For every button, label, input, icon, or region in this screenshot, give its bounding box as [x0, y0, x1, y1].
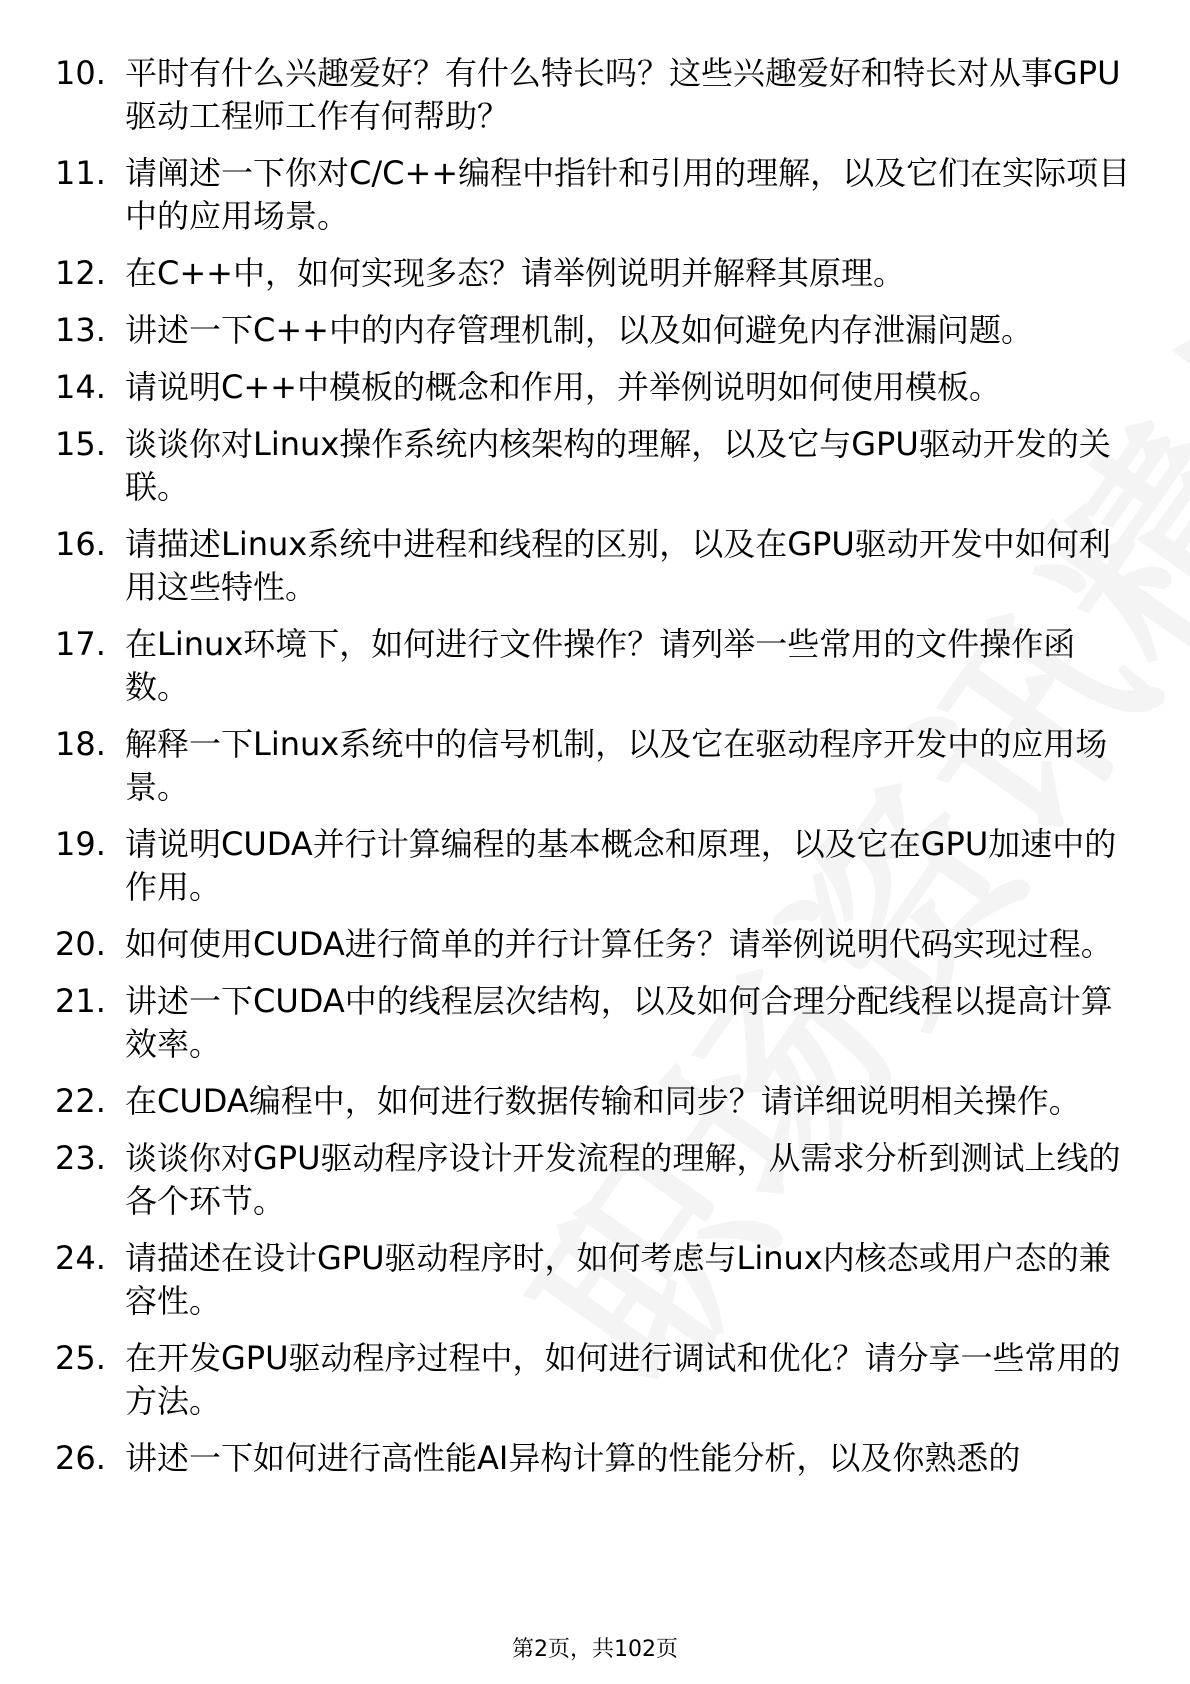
question-number: 26.: [55, 1439, 106, 1477]
question-number: 18.: [55, 725, 106, 763]
question-item: [55, 152, 1135, 238]
question-item: [55, 309, 1135, 352]
question-text: 在C++中，如何实现多态？请举例说明并解释其原理。: [125, 254, 905, 292]
question-item: [55, 52, 1135, 138]
question-number: 20.: [55, 925, 106, 963]
question-number: 11.: [55, 154, 106, 192]
question-number: 25.: [55, 1339, 106, 1377]
question-number: 10.: [55, 54, 106, 92]
question-number: 23.: [55, 1139, 106, 1177]
question-number: 12.: [55, 254, 106, 292]
question-item: [55, 1237, 1135, 1323]
question-item: [55, 252, 1135, 295]
question-item: [55, 1337, 1135, 1423]
page-footer: [0, 1636, 1190, 1664]
question-item: [55, 523, 1135, 609]
question-text: 请描述在设计GPU驱动程序时，如何考虑与Linux内核态或用户态的兼容性。: [125, 1239, 1111, 1320]
question-text: 讲述一下如何进行高性能AI异构计算的性能分析，以及你熟悉的: [125, 1439, 1021, 1477]
question-number: 19.: [55, 825, 106, 863]
question-text: 解释一下Linux系统中的信号机制，以及它在驱动程序开发中的应用场景。: [125, 725, 1108, 806]
question-text: 请阐述一下你对C/C++编程中指针和引用的理解，以及它们在实际项目中的应用场景。: [125, 154, 1131, 235]
question-item: [55, 823, 1135, 909]
question-item: [55, 980, 1135, 1066]
question-item: [55, 623, 1135, 709]
question-item: [55, 1137, 1135, 1223]
question-text: 如何使用CUDA进行简单的并行计算任务？请举例说明代码实现过程。: [125, 925, 1113, 963]
question-number: 13.: [55, 311, 106, 349]
question-item: [55, 723, 1135, 809]
question-text: 谈谈你对Linux操作系统内核架构的理解，以及它与GPU驱动开发的关联。: [125, 425, 1111, 506]
question-text: 请说明C++中模板的概念和作用，并举例说明如何使用模板。: [125, 368, 1001, 406]
question-number: 16.: [55, 525, 106, 563]
question-text: 在Linux环境下，如何进行文件操作？请列举一些常用的文件操作函数。: [125, 625, 1076, 706]
question-number: 17.: [55, 625, 106, 663]
page-number: 第2页，共102页: [512, 1637, 678, 1662]
question-item: [55, 923, 1135, 966]
question-text: 请说明CUDA并行计算编程的基本概念和原理，以及它在GPU加速中的作用。: [125, 825, 1117, 906]
question-number: 14.: [55, 368, 106, 406]
question-number: 24.: [55, 1239, 106, 1277]
question-item: [55, 1437, 1135, 1480]
question-number: 22.: [55, 1082, 106, 1120]
question-list: [55, 52, 1135, 1494]
question-item: [55, 366, 1135, 409]
question-text: 谈谈你对GPU驱动程序设计开发流程的理解，从需求分析到测试上线的各个环节。: [125, 1139, 1121, 1220]
question-number: 15.: [55, 425, 106, 463]
question-item: [55, 1080, 1135, 1123]
question-text: 讲述一下CUDA中的线程层次结构，以及如何合理分配线程以提高计算效率。: [125, 982, 1113, 1063]
question-number: 21.: [55, 982, 106, 1020]
question-text: 平时有什么兴趣爱好？有什么特长吗？这些兴趣爱好和特长对从事GPU驱动工程师工作有何帮助？: [125, 54, 1121, 135]
question-text: 讲述一下C++中的内存管理机制，以及如何避免内存泄漏问题。: [125, 311, 1033, 349]
question-item: [55, 423, 1135, 509]
question-text: 在CUDA编程中，如何进行数据传输和同步？请详细说明相关操作。: [125, 1082, 1081, 1120]
question-text: 请描述Linux系统中进程和线程的区别，以及在GPU驱动开发中如何利用这些特性。: [125, 525, 1111, 606]
question-text: 在开发GPU驱动程序过程中，如何进行调试和优化？请分享一些常用的方法。: [125, 1339, 1121, 1420]
